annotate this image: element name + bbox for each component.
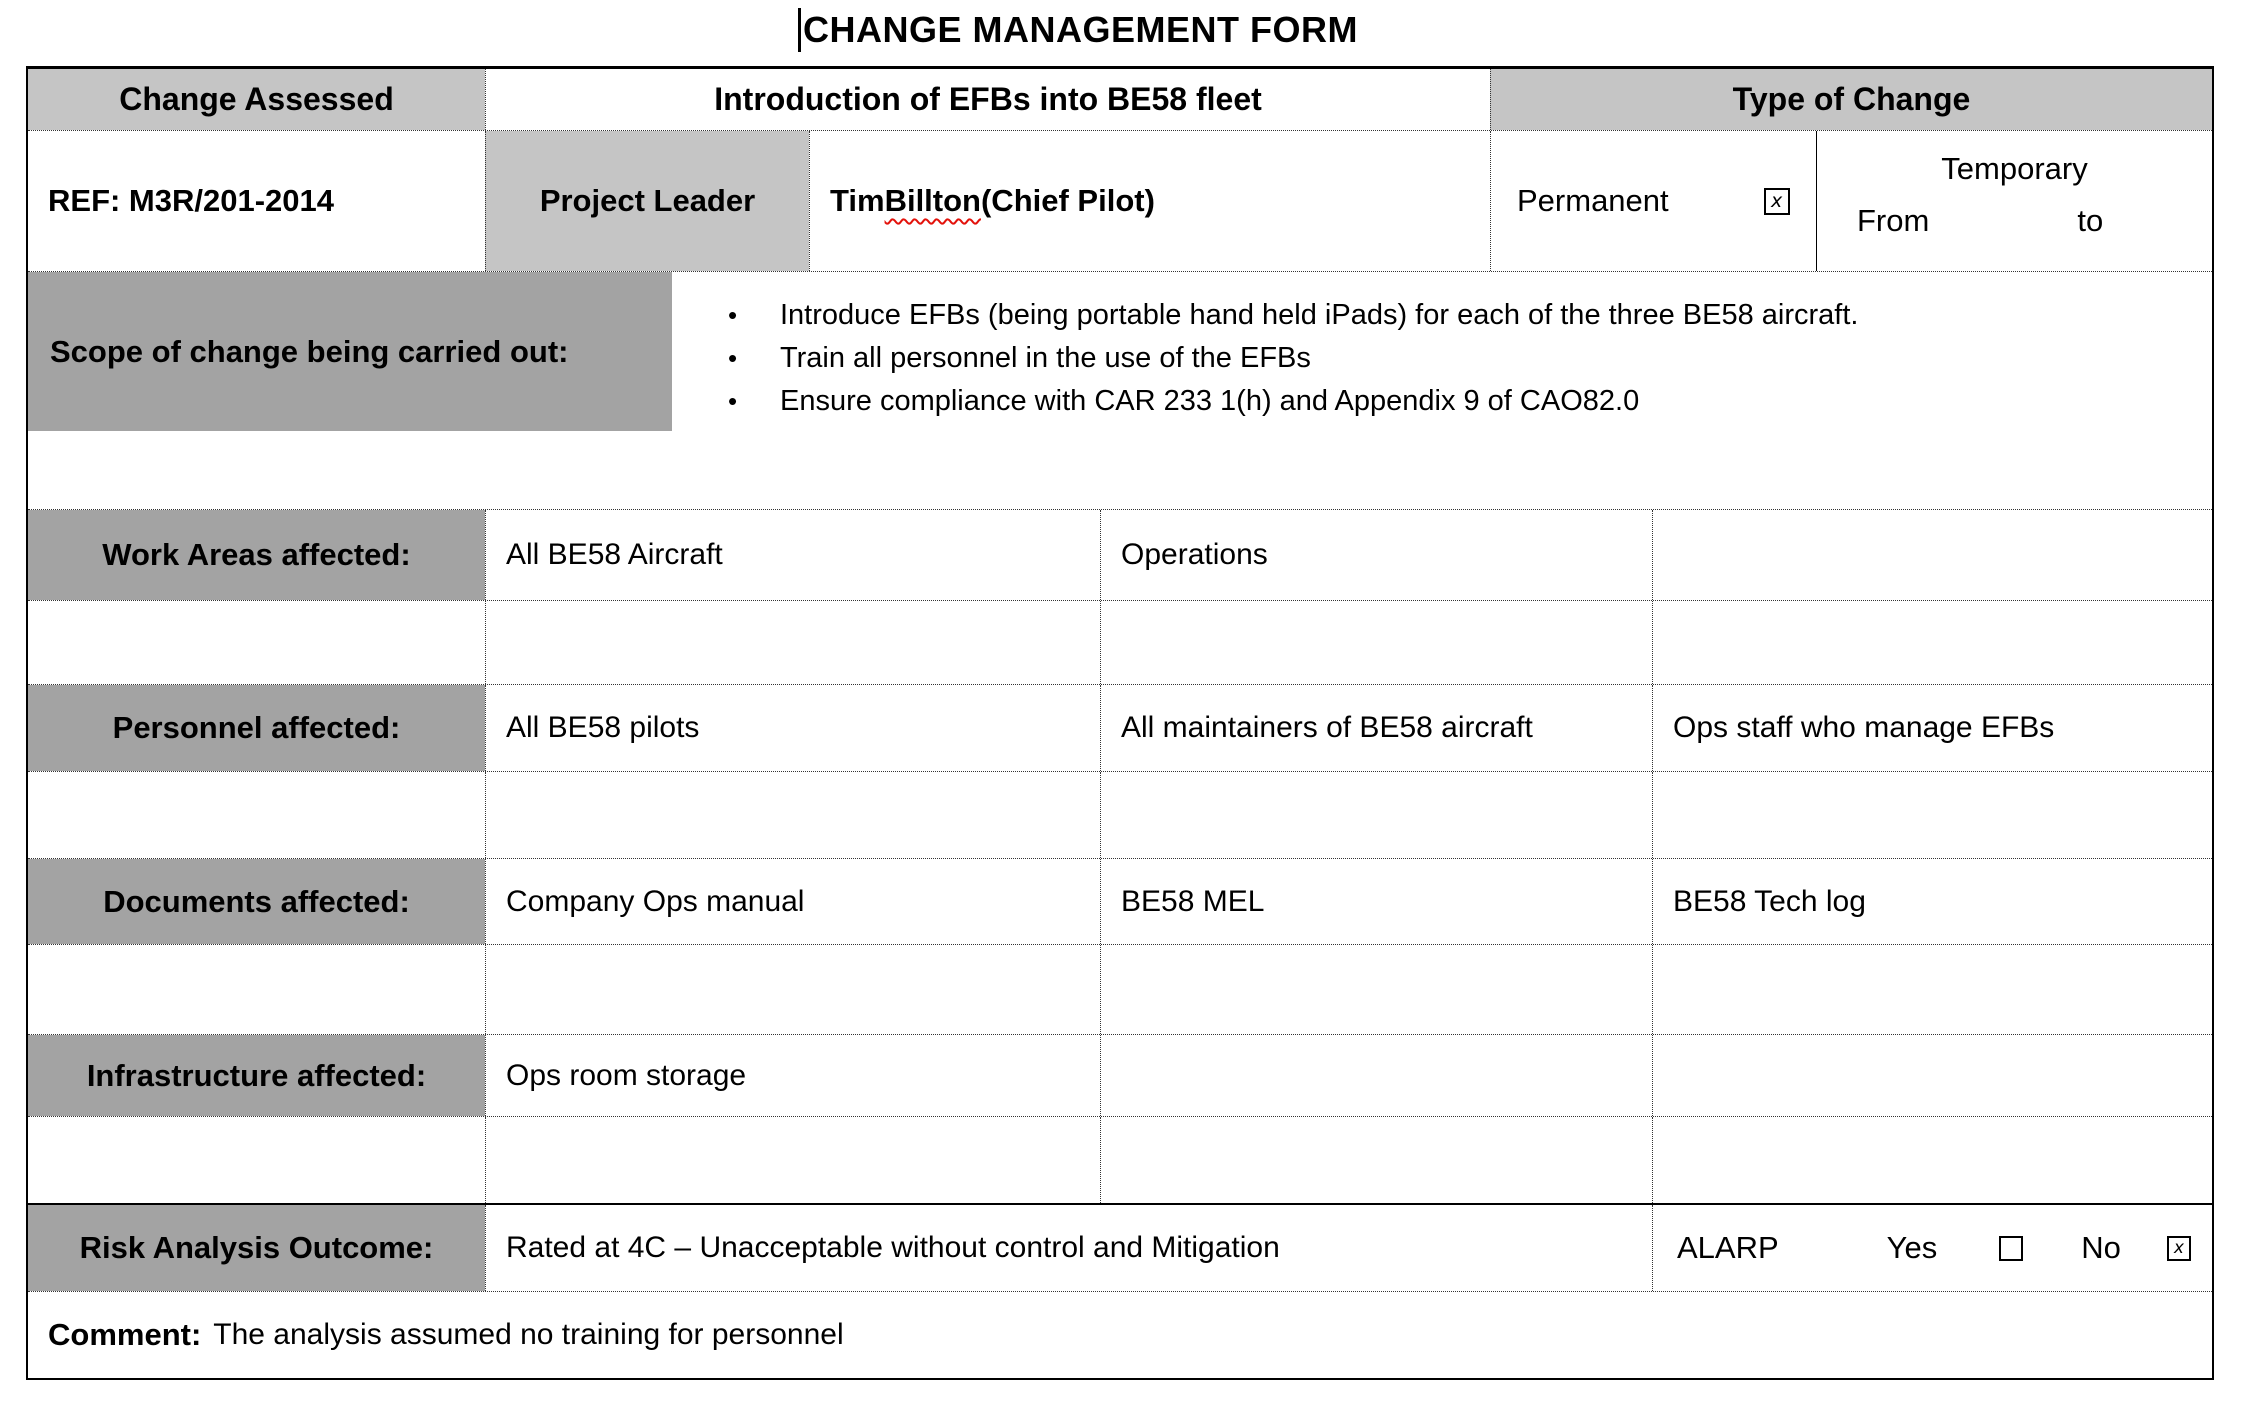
empty-cell[interactable] — [1100, 601, 1652, 684]
temporary-label: Temporary — [1941, 151, 2088, 186]
scope-bullet-list[interactable] — [728, 294, 1858, 423]
change-assessed-header-cell: Change Assessed — [28, 69, 485, 130]
empty-cell[interactable] — [28, 1117, 485, 1203]
documents-row — [28, 858, 2212, 944]
comment-text: The analysis assumed no training for personnel — [213, 1318, 844, 1351]
to-label: to — [2077, 203, 2104, 238]
alarp-cell — [1652, 1205, 2212, 1291]
risk-analysis-label-cell: Risk Analysis Outcome: — [28, 1205, 485, 1291]
alarp-label: ALARP — [1677, 1230, 1779, 1265]
type-of-change-header-cell: Type of Change — [1490, 69, 2212, 130]
permanent-checkbox[interactable]: x — [1764, 188, 1790, 215]
empty-cell[interactable] — [1652, 601, 2212, 684]
empty-cell[interactable] — [28, 772, 485, 858]
text-cursor — [798, 8, 801, 52]
empty-row — [28, 944, 2212, 1034]
document-title-area[interactable] — [26, 8, 2214, 52]
empty-cell[interactable] — [1652, 945, 2212, 1034]
alarp-no-label: No — [2081, 1230, 2121, 1265]
empty-cell[interactable] — [485, 1117, 1100, 1203]
temporary-dates-line — [1817, 203, 2212, 239]
empty-cell[interactable] — [1652, 772, 2212, 858]
bullet-text: Train all personnel in the use of the EFBs — [780, 342, 1311, 374]
leader-name-rest: (Chief Pilot) — [980, 183, 1155, 218]
infrastructure-cell-2[interactable] — [1100, 1035, 1652, 1116]
documents-cell-1[interactable]: Company Ops manual — [485, 859, 1100, 944]
comment-label: Comment: — [48, 1317, 202, 1352]
page-title: CHANGE MANAGEMENT FORM — [803, 9, 1358, 50]
alarp-no-checkbox[interactable]: x — [2167, 1236, 2191, 1261]
empty-cell[interactable] — [28, 601, 485, 684]
scope-bullet-item — [728, 337, 1858, 380]
empty-cell[interactable] — [1100, 945, 1652, 1034]
alarp-yes-label: Yes — [1886, 1230, 1938, 1265]
work-areas-cell-1[interactable]: All BE58 Aircraft — [485, 510, 1100, 600]
work-areas-label-cell: Work Areas affected: — [28, 510, 485, 600]
project-leader-label-cell: Project Leader — [485, 131, 809, 271]
empty-row — [28, 771, 2212, 858]
leader-name-misspelled: Billton — [884, 183, 981, 218]
permanent-option-cell — [1490, 131, 1816, 271]
work-areas-cell-3[interactable] — [1652, 510, 2212, 600]
documents-cell-3[interactable]: BE58 Tech log — [1652, 859, 2212, 944]
work-areas-cell-2[interactable]: Operations — [1100, 510, 1652, 600]
info-row — [28, 130, 2212, 271]
bullet-icon: • — [728, 343, 738, 373]
scope-bullet-item — [728, 294, 1858, 337]
documents-label-cell: Documents affected: — [28, 859, 485, 944]
infrastructure-cell-3[interactable] — [1652, 1035, 2212, 1116]
header-row — [28, 69, 2212, 130]
project-leader-name-cell[interactable] — [809, 131, 1490, 271]
empty-row — [28, 1116, 2212, 1203]
documents-cell-2[interactable]: BE58 MEL — [1100, 859, 1652, 944]
permanent-label: Permanent — [1517, 183, 1669, 218]
scope-row — [28, 271, 2212, 509]
bullet-icon: • — [728, 300, 738, 330]
personnel-row — [28, 684, 2212, 771]
personnel-label-cell: Personnel affected: — [28, 685, 485, 771]
scope-bullet-item — [728, 380, 1858, 423]
risk-analysis-row — [28, 1203, 2212, 1291]
bullet-icon: • — [728, 386, 738, 416]
reference-number-cell[interactable]: REF: M3R/201-2014 — [48, 183, 335, 218]
infrastructure-label-cell: Infrastructure affected: — [28, 1035, 485, 1116]
change-management-form-table — [26, 66, 2214, 1380]
comment-row — [28, 1291, 2212, 1378]
bullet-text: Introduce EFBs (being portable hand held iPads) for each of the three BE58 aircraft. — [780, 299, 1859, 331]
scope-label: Scope of change being carried out: — [28, 272, 672, 431]
alarp-yes-checkbox[interactable] — [1999, 1236, 2023, 1261]
infrastructure-cell-1[interactable]: Ops room storage — [485, 1035, 1100, 1116]
personnel-cell-1[interactable]: All BE58 pilots — [485, 685, 1100, 771]
comment-cell[interactable] — [28, 1292, 2212, 1378]
empty-cell[interactable] — [1100, 772, 1652, 858]
empty-cell[interactable] — [485, 601, 1100, 684]
empty-cell[interactable] — [1100, 1117, 1652, 1203]
empty-cell[interactable] — [485, 772, 1100, 858]
temporary-option-cell — [1816, 131, 2212, 271]
personnel-cell-3[interactable]: Ops staff who manage EFBs — [1652, 685, 2212, 771]
empty-cell[interactable] — [1652, 1117, 2212, 1203]
leader-name-first: Tim — [830, 183, 885, 218]
scope-cell — [28, 272, 2212, 509]
risk-outcome-cell[interactable]: Rated at 4C – Unacceptable without control and Mitigation — [485, 1205, 1652, 1291]
personnel-cell-2[interactable]: All maintainers of BE58 aircraft — [1100, 685, 1652, 771]
empty-cell[interactable] — [485, 945, 1100, 1034]
change-title-cell[interactable]: Introduction of EFBs into BE58 fleet — [485, 69, 1490, 130]
empty-row — [28, 600, 2212, 684]
work-areas-row — [28, 509, 2212, 600]
infrastructure-row — [28, 1034, 2212, 1116]
empty-cell[interactable] — [28, 945, 485, 1034]
bullet-text: Ensure compliance with CAR 233 1(h) and Appendix 9 of CAO82.0 — [780, 385, 1640, 417]
from-label: From — [1857, 203, 1930, 238]
